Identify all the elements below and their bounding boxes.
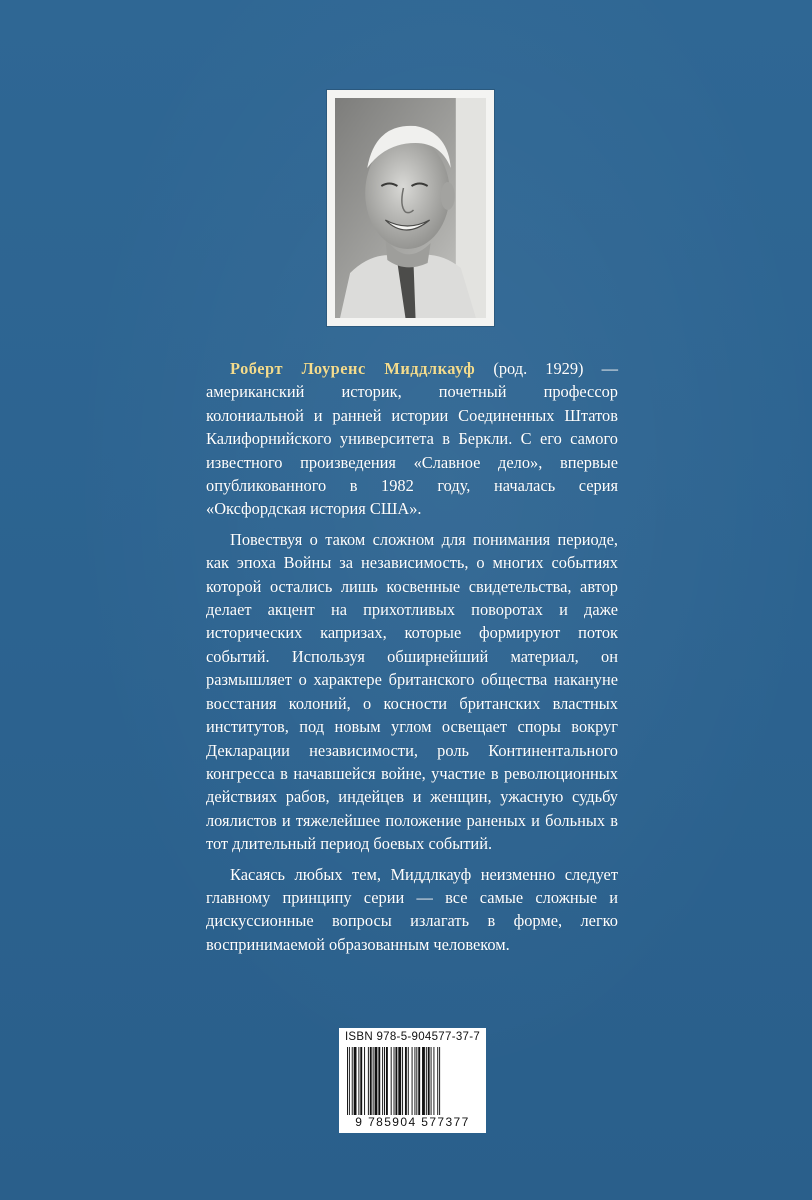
barcode-bars bbox=[345, 1047, 480, 1115]
paragraph-series-principle: Касаясь любых тем, Миддлкауф неизменно следует главному принципу серии — все самые сложные и дискуссионные вопросы излагать в форме, легко воспринимаемой образованным человеком. bbox=[206, 864, 618, 954]
paragraph-author-bio bbox=[206, 357, 618, 521]
author-bio-text: (род. 1929) — американский историк, почетный профессор колониальной и ранней истории Соединенных Штатов Калифорнийского университета в Беркли. С его самого известного произведения «Славное дело», впервые опубликованного в 1982 году, началась серия «Оксфордская история США». bbox=[206, 359, 618, 519]
isbn-number: ISBN 978-5-904577-37-7 bbox=[344, 1031, 481, 1043]
book-description bbox=[206, 357, 618, 963]
author-name: Роберт Лоуренс Миддлкауф bbox=[230, 359, 476, 378]
paragraph-summary: Повествуя о таком сложном для понимания периоде, как эпоха Войны за независимость, о многих событиях которой остались лишь косвенные свидетельства, автор делает акцент на прихотливых поворотах и даже исторических капризах, которые формируют поток событий. Используя обширнейший материал, он размышляет о характере британского общества накануне восстания колоний, о косности британских властных институтов, под новым углом освещает споры вокруг Декларации независимости, роль Континентального конгресса в начавшейся войне, участие в революционных действиях рабов, индейцев и женщин, ужасную судьбу лоялистов и тяжелейшее положение раненых и больных в тот длительный период боевых событий. bbox=[206, 529, 618, 854]
author-photo bbox=[327, 90, 494, 326]
isbn-barcode bbox=[339, 1028, 486, 1133]
barcode-digits: 9 785904 577377 bbox=[355, 1115, 470, 1129]
author-portrait-icon bbox=[335, 98, 486, 318]
